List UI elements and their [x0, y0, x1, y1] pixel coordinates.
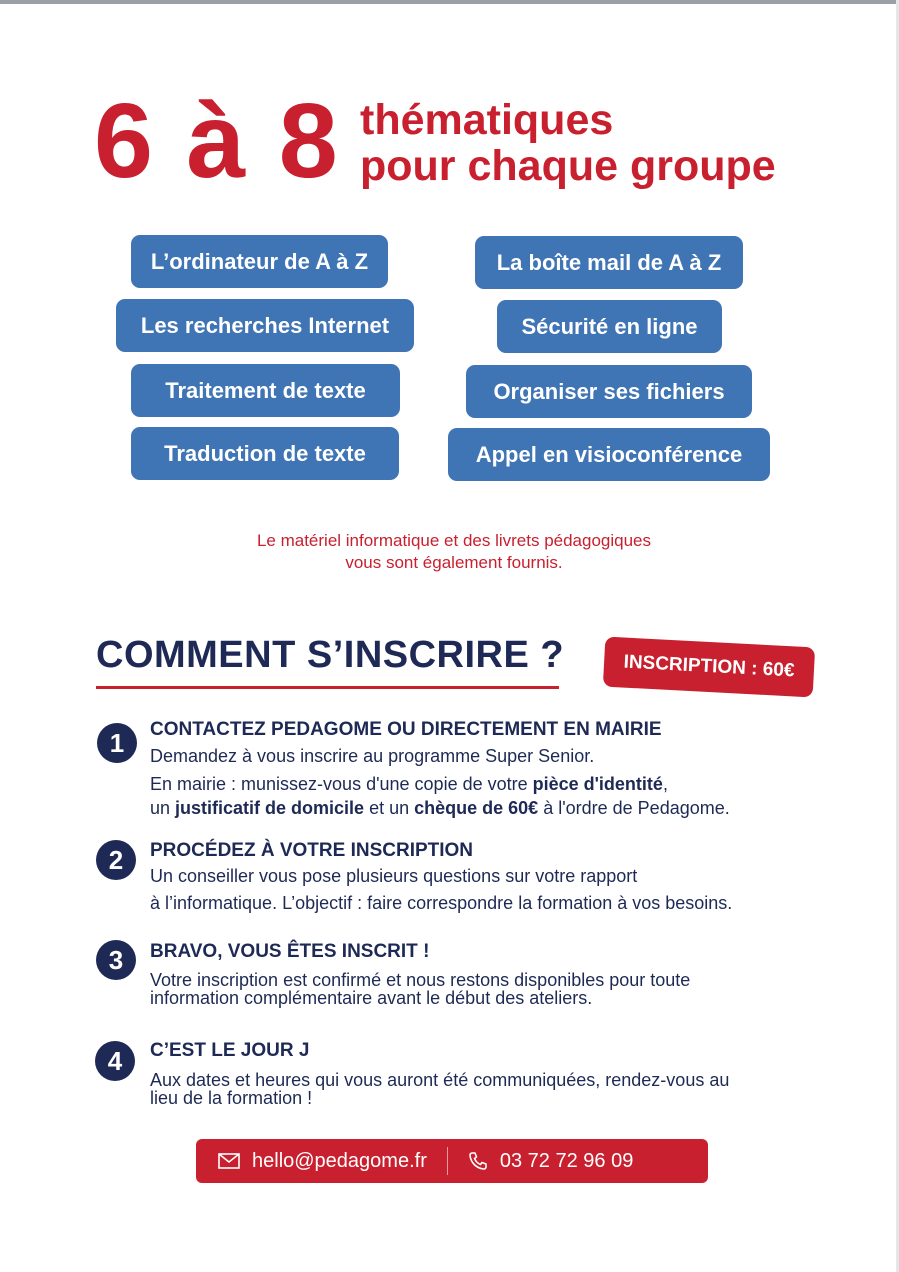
materials-note [150, 530, 758, 574]
step-text-span: En mairie : munissez-vous d'une copie de votre [150, 774, 533, 794]
step-number-badge: 3 [96, 940, 136, 980]
step-text: Aux dates et heures qui vous auront été communiquées, rendez-vous au [150, 1070, 730, 1090]
email-link[interactable] [218, 1150, 427, 1173]
step-text-span: un [150, 798, 176, 818]
step-text-bold: pièce d'identité [532, 774, 663, 794]
step-title: C’EST LE JOUR J [150, 1040, 310, 1061]
contact-bar [196, 1139, 708, 1183]
topic-pill: Organiser ses fichiers [466, 365, 752, 418]
topic-pill: La boîte mail de A à Z [475, 236, 743, 289]
headline-line-1: thématiques [360, 96, 614, 144]
contact-divider [447, 1147, 448, 1175]
price-badge: INSCRIPTION : 60€ [603, 637, 815, 698]
headline [360, 97, 776, 189]
topic-pill: L’ordinateur de A à Z [131, 235, 388, 288]
step-text [150, 798, 730, 819]
step-text: information complémentaire avant le début des ateliers. [150, 988, 593, 1008]
step-number-badge: 1 [97, 723, 137, 763]
phone-link[interactable] [468, 1150, 633, 1173]
step-text [150, 774, 668, 795]
step-number-badge: 2 [96, 840, 136, 880]
step-text-bold: justificatif de domicile [175, 798, 365, 818]
step-text: Demandez à vous inscrire au programme Super Senior. [150, 746, 595, 766]
headline-line-2: pour chaque groupe [360, 142, 776, 190]
section-underline [96, 686, 559, 689]
step-title: BRAVO, VOUS ÊTES INSCRIT ! [150, 941, 430, 962]
page-top-border [0, 0, 899, 4]
step-title: PROCÉDEZ À VOTRE INSCRIPTION [150, 840, 474, 861]
step-text-span: , [662, 774, 668, 794]
materials-note-line-1: Le matériel informatique et des livrets pédagogiques [256, 531, 652, 550]
mail-icon [218, 1153, 240, 1169]
step-text: à l’informatique. L’objectif : faire correspondre la formation à vos besoins. [150, 893, 733, 913]
topic-pill: Sécurité en ligne [497, 300, 722, 353]
big-number-heading: 6 à 8 [94, 82, 340, 200]
section-title: COMMENT S’INSCRIRE ? [96, 634, 565, 676]
materials-note-line-2: vous sont également fournis. [345, 553, 563, 572]
topic-pill: Les recherches Internet [116, 299, 414, 352]
step-text-bold: chèque de 60€ [414, 798, 539, 818]
topic-pill: Appel en visioconférence [448, 428, 770, 481]
step-text: Un conseiller vous pose plusieurs questions sur votre rapport [150, 866, 638, 886]
step-text-span: à l'ordre de Pedagome. [538, 798, 730, 818]
step-text-span: et un [364, 798, 415, 818]
step-text: lieu de la formation ! [150, 1088, 313, 1108]
step-number-badge: 4 [95, 1041, 135, 1081]
step-text: Votre inscription est confirmé et nous restons disponibles pour toute [150, 970, 691, 990]
topic-pill: Traduction de texte [131, 427, 399, 480]
email-address: hello@pedagome.fr [252, 1149, 427, 1172]
phone-icon [468, 1151, 488, 1171]
topic-pill: Traitement de texte [131, 364, 400, 417]
step-title: CONTACTEZ PEDAGOME OU DIRECTEMENT EN MAIRIE [150, 719, 662, 740]
phone-number: 03 72 72 96 09 [499, 1149, 634, 1172]
